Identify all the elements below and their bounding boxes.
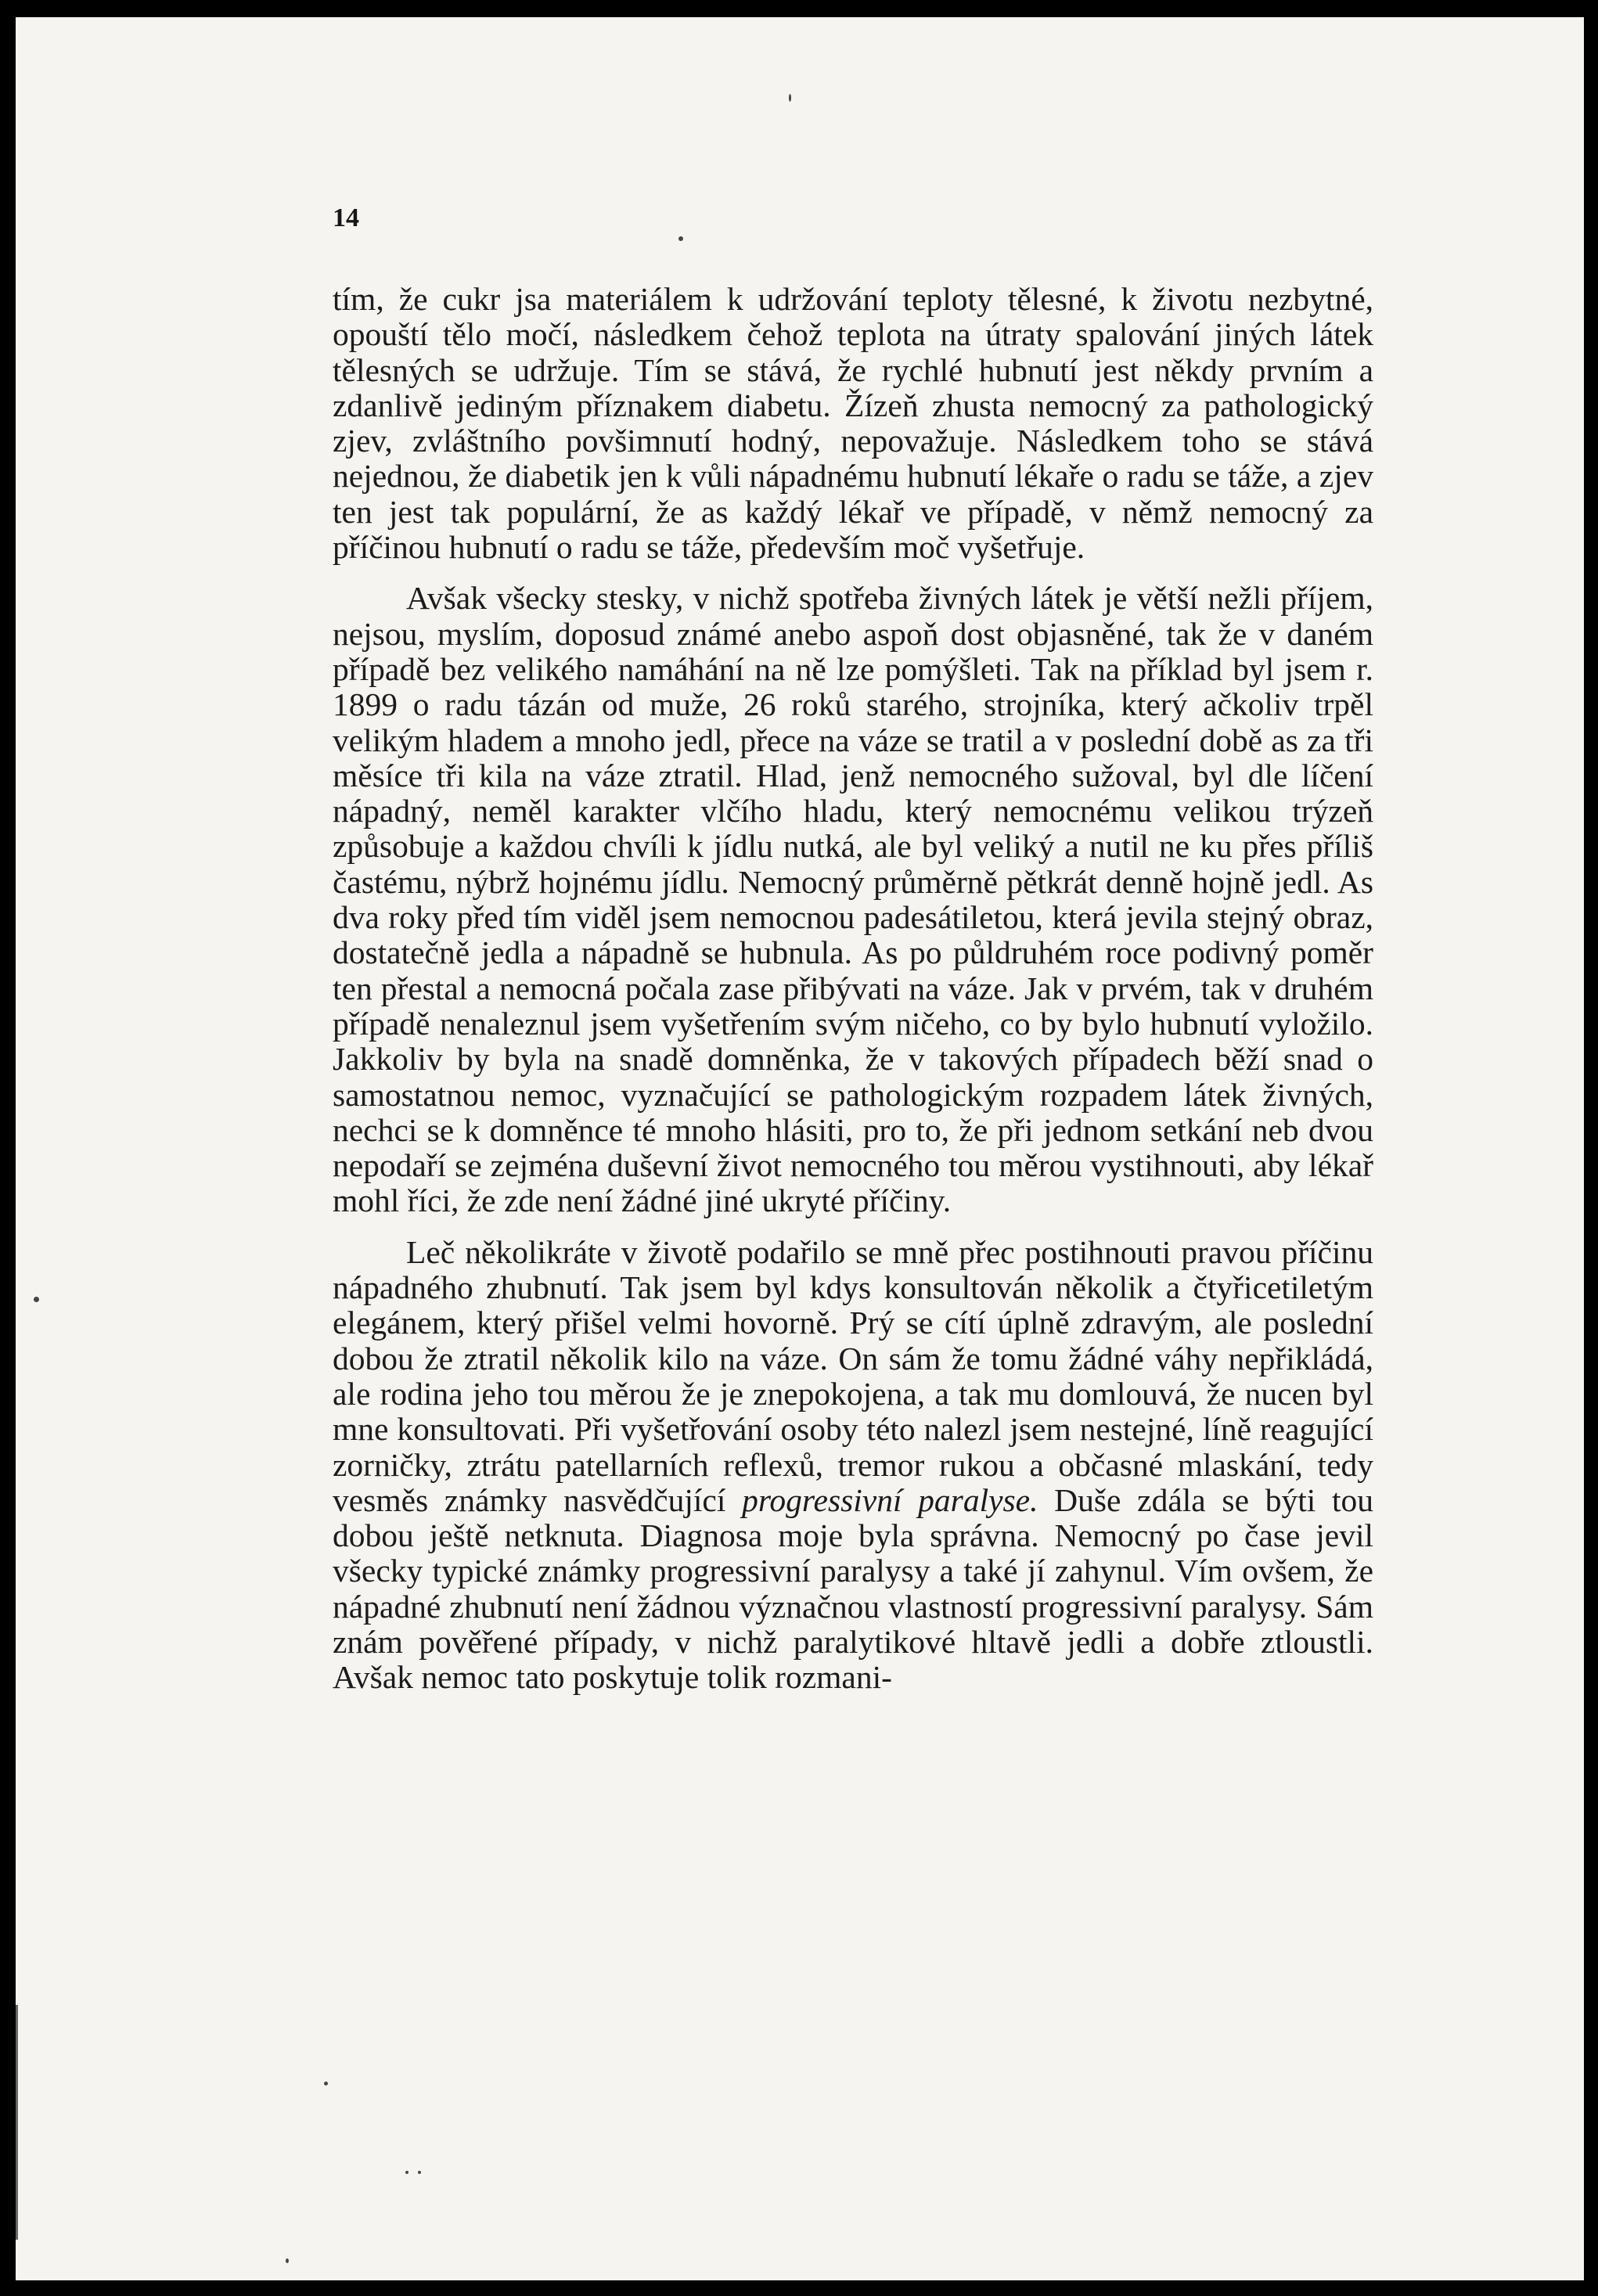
paragraph-2: Avšak všecky stesky, v nichž spotřeba živných látek je větší nežli příjem, nejsou, myslím, doposud známé anebo aspoň dost objasněné, tak že v daném případě bez velikého namáhání na ně lze pomýšleti. Tak na příklad byl jsem r. 1899 o radu tázán od muže, 26 roků starého, strojníka, který ačkoliv trpěl velikým hladem a mnoho jedl, přece na váze se tratil a v poslední době as za tři měsíce tři kila na váze ztratil. Hlad, jenž nemocného sužoval, byl dle líčení nápadný, neměl karakter vlčího hladu, který nemocnému velikou trýzeň způsobuje a každou chvíli k jídlu nutká, ale byl veliký a nutil ne ku přes příliš častému, nýbrž hojnému jídlu. Nemocný průměrně pětkrát denně hojně jedl. As dva roky před tím viděl jsem nemocnou padesátiletou, která jevila stejný obraz, dostatečně jedla a nápadně se hubnula. As po půldruhém roce podivný poměr ten přestal a nemocná počala zase přibývati na váze. Jak v prvém, tak v druhém případě nenaleznul jsem vyšetřením svým ničeho, co by bylo hubnutí vyložilo. Jakkoliv by byla na snadě domněnka, že v takových případech běží snad o samostatnou nemoc, vyznačující se pathologickým rozpadem látek živných, nechci se k domněnce té mnoho hlásiti, pro to, že při jednom setkání neb dvou nepodaří se zejména duševní život nemocného tou měrou vystihnouti, aby lékař mohl říci, že zde není žádné jiné ukryté příčiny. <box>333 580 1373 1219</box>
paragraph-3-text-after: Duše zdála se býti tou dobou ještě netknuta. Diagnosa moje byla správna. Nemocný po čase jevil všecky typické známky progressivní paralysy a také jí zahynul. Vím ovšem, že nápadné zhubnutí není žádnou význačnou vlastností progressivní paralysy. Sám znám pověřené případy, v nichž paralytikové hltavě jedli a dobře ztloustli. Avšak nemoc tato poskytuje tolik rozmani- <box>333 1481 1373 1696</box>
page-number: 14 <box>333 203 359 232</box>
scan-speck <box>405 2171 408 2174</box>
scan-speck <box>324 2082 328 2085</box>
scanned-page <box>16 17 1584 2280</box>
scan-speck <box>286 2258 289 2263</box>
scan-speck <box>34 1297 39 1302</box>
scan-speck <box>418 2171 421 2174</box>
scan-speck <box>789 94 791 102</box>
scan-speck <box>678 236 683 241</box>
scan-edge-mark <box>16 2005 18 2240</box>
paragraph-3 <box>333 1235 1373 1696</box>
paragraph-3-emphasis: progressivní paralyse. <box>742 1481 1038 1518</box>
body-text <box>333 282 1373 1711</box>
paragraph-3-text-before: Leč několikráte v životě podařilo se mně přec postihnouti pravou příčinu nápadného zhubnutí. Tak jsem byl kdys konsultován několik a čtyřicetiletým elegánem, který přišel velmi hovorně. Prý se cítí úplně zdravým, ale poslední dobou že ztratil několik kilo na váze. On sám že tomu žádné váhy nepřikládá, ale rodina jeho tou měrou že je znepokojena, a tak mu domlouvá, že nucen byl mne konsultovati. Při vyšetřování osoby této nalezl jsem nestejné, líně reagující zorničky, ztrátu patellarních reflexů, tremor rukou a občasné mlaskání, tedy vesměs známky nasvědčující <box>333 1233 1373 1518</box>
paragraph-1: tím, že cukr jsa materiálem k udržování teploty tělesné, k životu nezbytné, opouští tělo močí, následkem čehož teplota na útraty spalování jiných látek tělesných se udržuje. Tím se stává, že rychlé hubnutí jest někdy prvním a zdanlivě jediným příznakem diabetu. Žízeň zhusta nemocný za pathologický zjev, zvláštního povšimnutí hodný, nepovažuje. Následkem toho se stává nejednou, že diabetik jen k vůli nápadnému hubnutí lékaře o radu se táže, a zjev ten jest tak populární, že as každý lékař ve případě, v němž nemocný za příčinou hubnutí o radu se táže, především moč vyšetřuje. <box>333 281 1373 566</box>
